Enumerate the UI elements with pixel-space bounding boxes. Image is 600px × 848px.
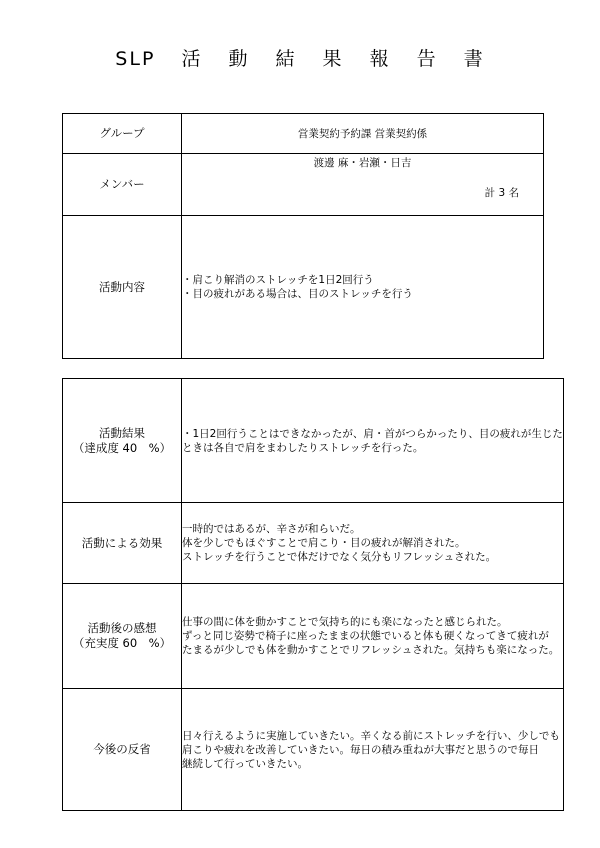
result-row — [63, 379, 564, 503]
reflection-line: 継続して行っていきたい。 — [182, 757, 308, 770]
impression-line: 仕事の間に体を動かすことで気持ち的にも楽になったと感じられた。 — [182, 616, 508, 628]
result-label-rate: （達成度 40 %） — [72, 440, 172, 455]
impression-label — [63, 584, 182, 689]
group-row — [63, 114, 544, 154]
effect-label: 活動による効果 — [63, 503, 182, 584]
members-label: メンバー — [63, 154, 182, 216]
activity-line: ・肩こり解消のストレッチを1日2回行う — [182, 274, 374, 286]
info-table — [62, 113, 544, 359]
impression-line: ずっと同じ姿勢で椅子に座ったままの状態でいると体も硬くなってきて疲れが — [182, 630, 549, 642]
result-line: ときは各自で肩をまわしたりストレッチを行った。 — [182, 441, 424, 454]
result-table — [62, 378, 564, 811]
activity-content — [182, 216, 544, 359]
members-count: 計 3 名 — [484, 186, 519, 199]
effect-row — [63, 503, 564, 584]
effect-line: 一時的ではあるが、辛さが和らいだ。 — [182, 523, 361, 535]
members-cell — [182, 154, 544, 216]
reflection-content — [182, 689, 564, 811]
effect-content — [182, 503, 564, 584]
members-row — [63, 154, 544, 216]
reflection-line: 肩こりや疲れを改善していきたい。毎日の積み重ねが大事だと思うので毎日 — [182, 743, 539, 756]
effect-line: 体を少しでもほぐすことで肩こり・目の疲れが解消された。 — [182, 537, 466, 549]
activity-row — [63, 216, 544, 359]
effect-line: ストレッチを行うことで体だけでなく気分もリフレッシュされた。 — [182, 551, 497, 563]
reflection-row — [63, 689, 564, 811]
impression-label-title: 活動後の感想 — [87, 621, 157, 635]
impression-row — [63, 584, 564, 689]
impression-line: たまるが少しでも体を動かすことでリフレッシュされた。気持ちも楽になった。 — [182, 644, 560, 656]
result-content — [182, 379, 564, 503]
group-label: グループ — [63, 114, 182, 154]
report-title: SLP 活 動 結 果 報 告 書 — [115, 48, 485, 70]
members-names: 渡邊 麻・岩瀬・日吉 — [313, 156, 412, 169]
reflection-label: 今後の反省 — [63, 689, 182, 811]
activity-line: ・目の疲れがある場合は、目のストレッチを行う — [182, 288, 413, 300]
impression-content — [182, 584, 564, 689]
result-label — [63, 379, 182, 503]
impression-label-rate: （充実度 60 %） — [72, 636, 172, 650]
result-line: ・1日2回行うことはできなかったが、肩・首がつらかったり、目の疲れが生じた — [182, 427, 563, 440]
activity-label: 活動内容 — [63, 216, 182, 359]
group-value: 営業契約予約課 営業契約係 — [182, 114, 544, 154]
result-label-title: 活動結果 — [99, 425, 145, 440]
reflection-line: 日々行えるように実施していきたい。辛くなる前にストレッチを行い、少しでも — [182, 729, 560, 742]
